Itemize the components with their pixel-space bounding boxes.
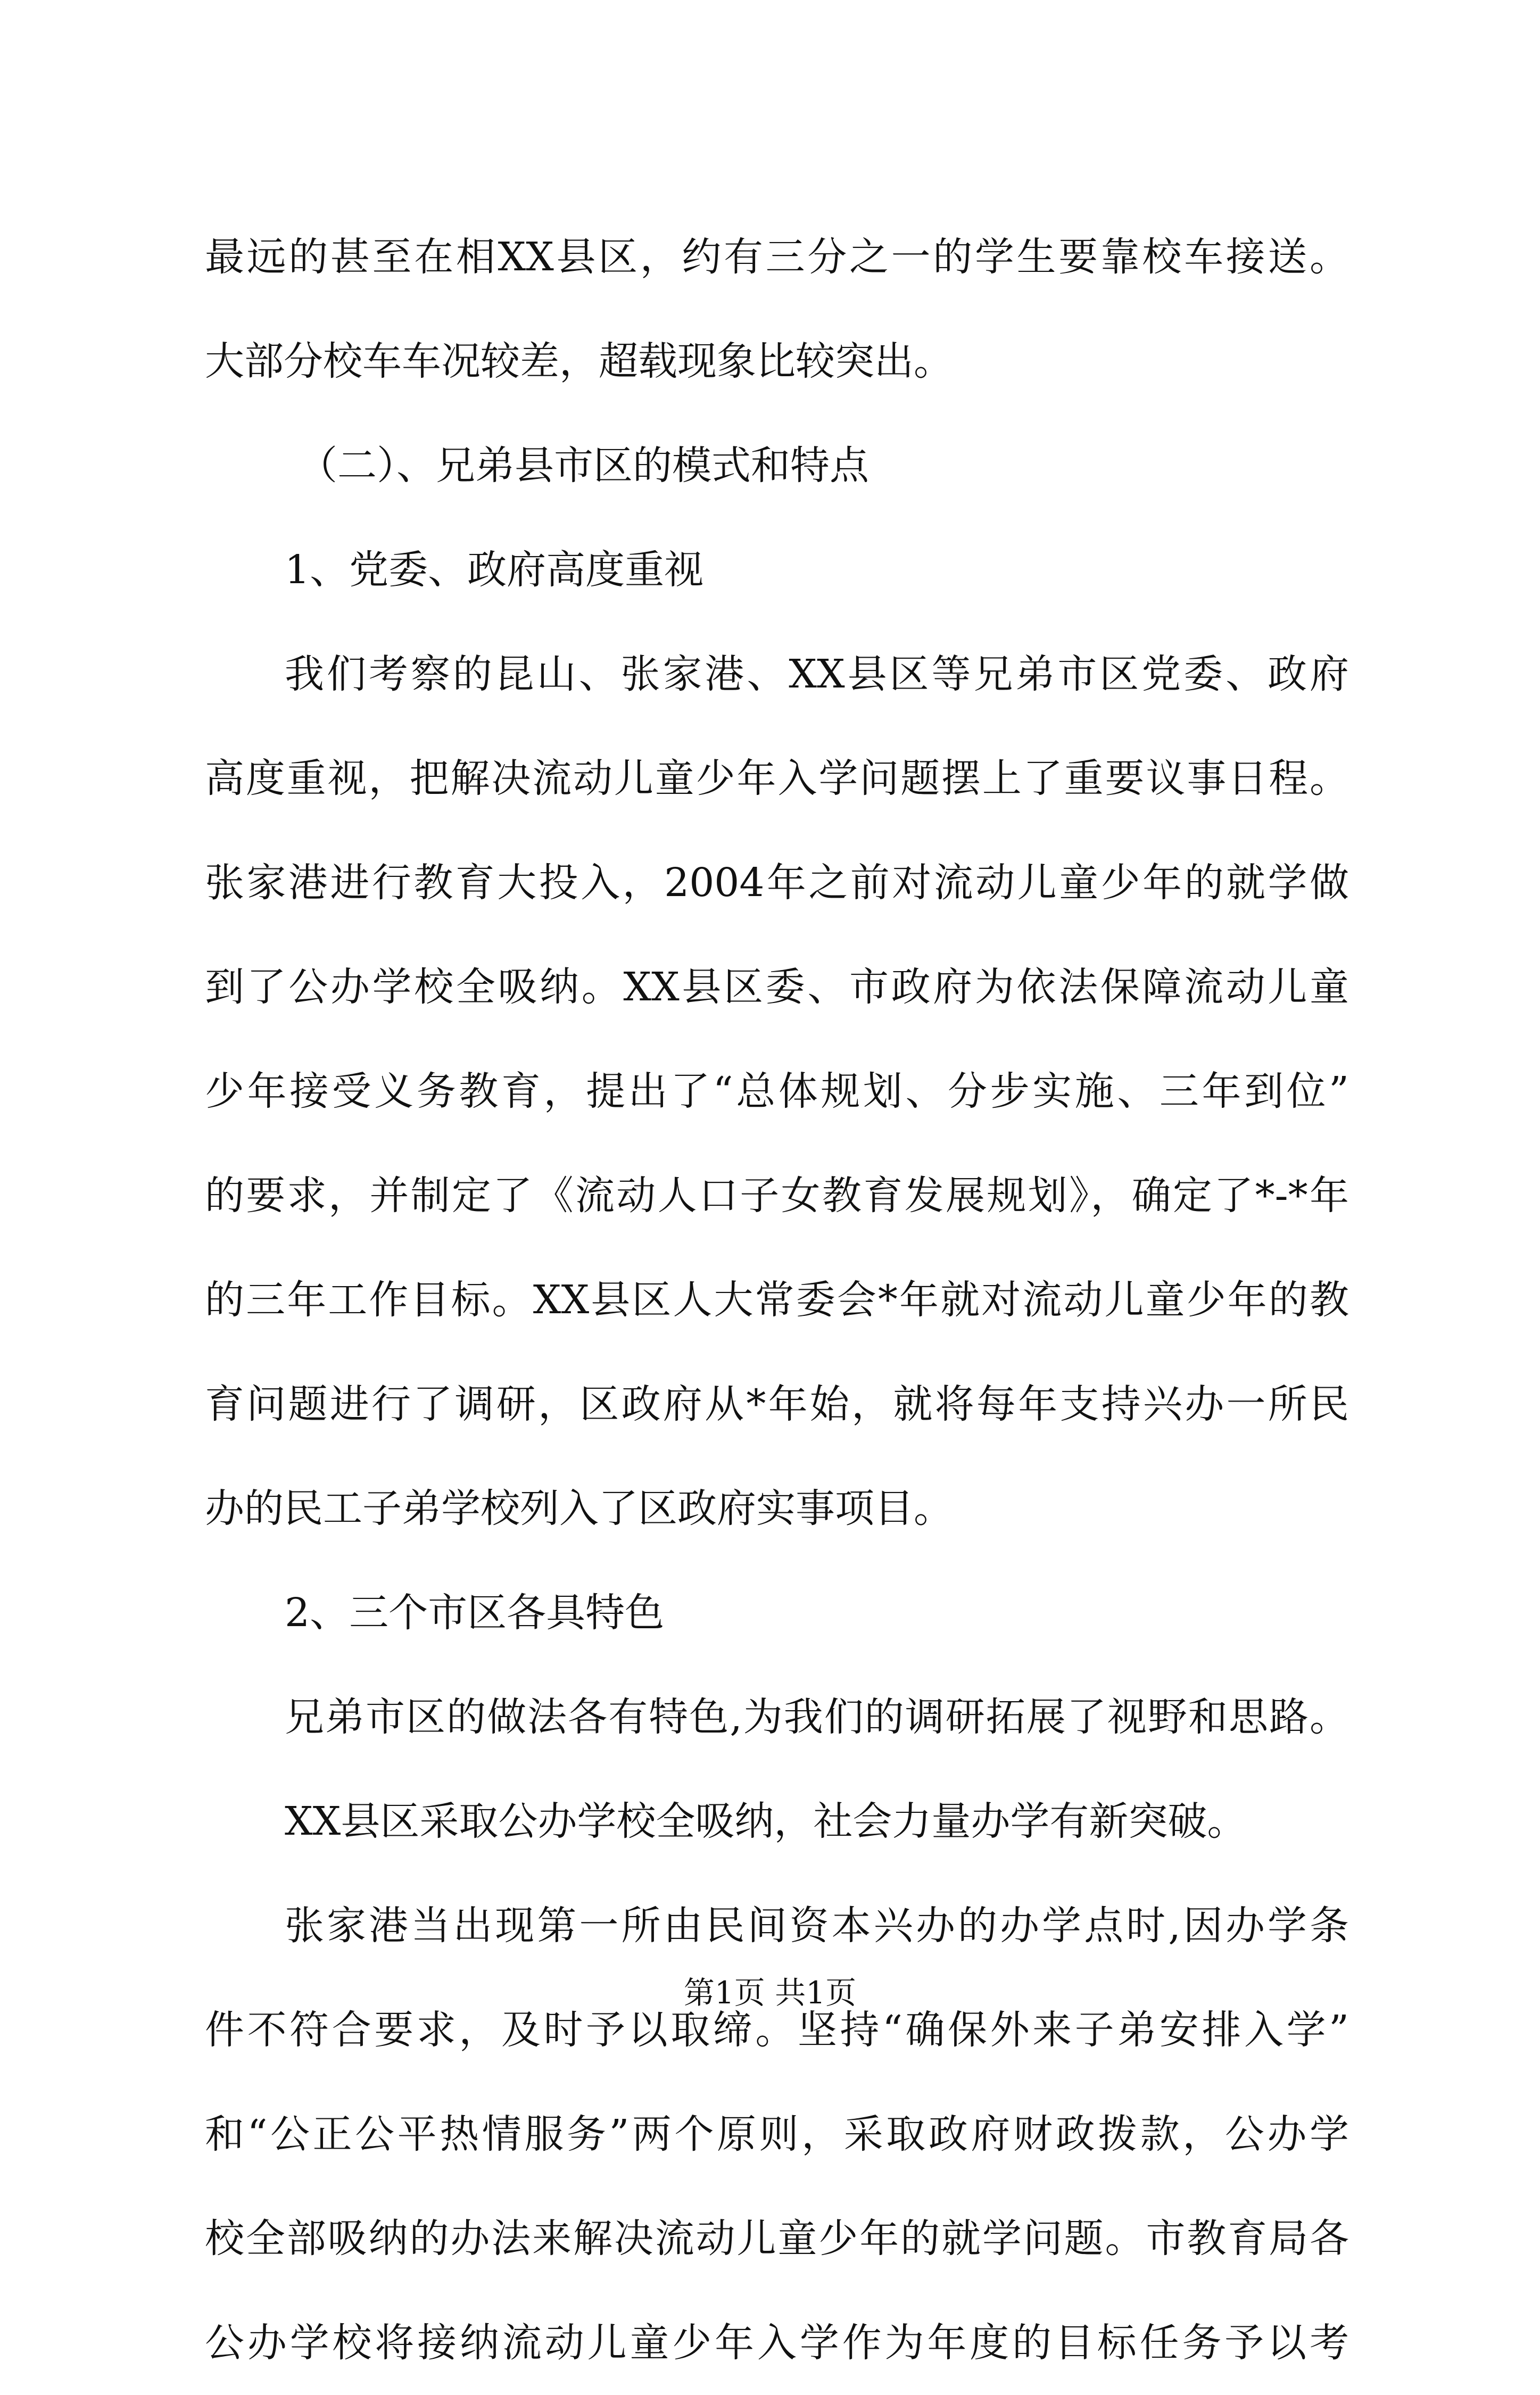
text-line: 育问题进行了调研，区政府从*年始，就将每年支持兴办一所民: [205, 1381, 1349, 1427]
text-line: 大部分校车车况较差，超载现象比较突出。: [205, 338, 953, 384]
text-line: 兄弟市区的做法各有特色,为我们的调研拓展了视野和思路。: [285, 1694, 1349, 1740]
text-line: 件不符合要求，及时予以取缔。坚持“确保外来子弟安排入学”: [205, 2007, 1349, 2053]
text-line: 少年接受义务教育，提出了“总体规划、分步实施、三年到位”: [205, 1068, 1349, 1114]
text-line: 到了公办学校全吸纳。XX县区委、市政府为依法保障流动儿童: [205, 964, 1349, 1010]
text-line: 的要求，并制定了《流动人口子女教育发展规划》，确定了*-*年: [205, 1173, 1349, 1219]
section-heading: （二）、兄弟县市区的模式和特点: [298, 443, 869, 488]
text-line: 办的民工子弟学校列入了区政府实事项目。: [205, 1486, 953, 1531]
text-line: 我们考察的昆山、张家港、XX县区等兄弟市区党委、政府: [285, 651, 1349, 697]
text-line: 最远的甚至在相XX县区，约有三分之一的学生要靠校车接送。: [205, 234, 1349, 280]
page-number-footer: 第1页 共1页: [683, 1975, 857, 2011]
text-line: 高度重视，把解决流动儿童少年入学问题摆上了重要议事日程。: [205, 756, 1349, 801]
text-line: XX县区采取公办学校全吸纳，社会力量办学有新突破。: [285, 1799, 1247, 1844]
text-line: 校全部吸纳的办法来解决流动儿童少年的就学问题。市教育局各: [205, 2216, 1349, 2261]
document-body: [205, 205, 1349, 2395]
text-line: 的三年工作目标。XX县区人大常委会*年就对流动儿童少年的教: [205, 1277, 1349, 1323]
text-line: 和“公正公平热情服务”两个原则，采取政府财政拨款，公办学: [205, 2111, 1349, 2157]
text-line: 张家港进行教育大投入，2004年之前对流动儿童少年的就学做: [205, 860, 1349, 906]
subsection-heading: 1、党委、政府高度重视: [285, 547, 704, 593]
text-line: 张家港当出现第一所由民间资本兴办的办学点时,因办学条: [285, 1903, 1349, 1949]
subsection-heading: 2、三个市区各具特色: [285, 1590, 665, 1636]
text-line: 公办学校将接纳流动儿童少年入学作为年度的目标任务予以考: [205, 2320, 1349, 2366]
